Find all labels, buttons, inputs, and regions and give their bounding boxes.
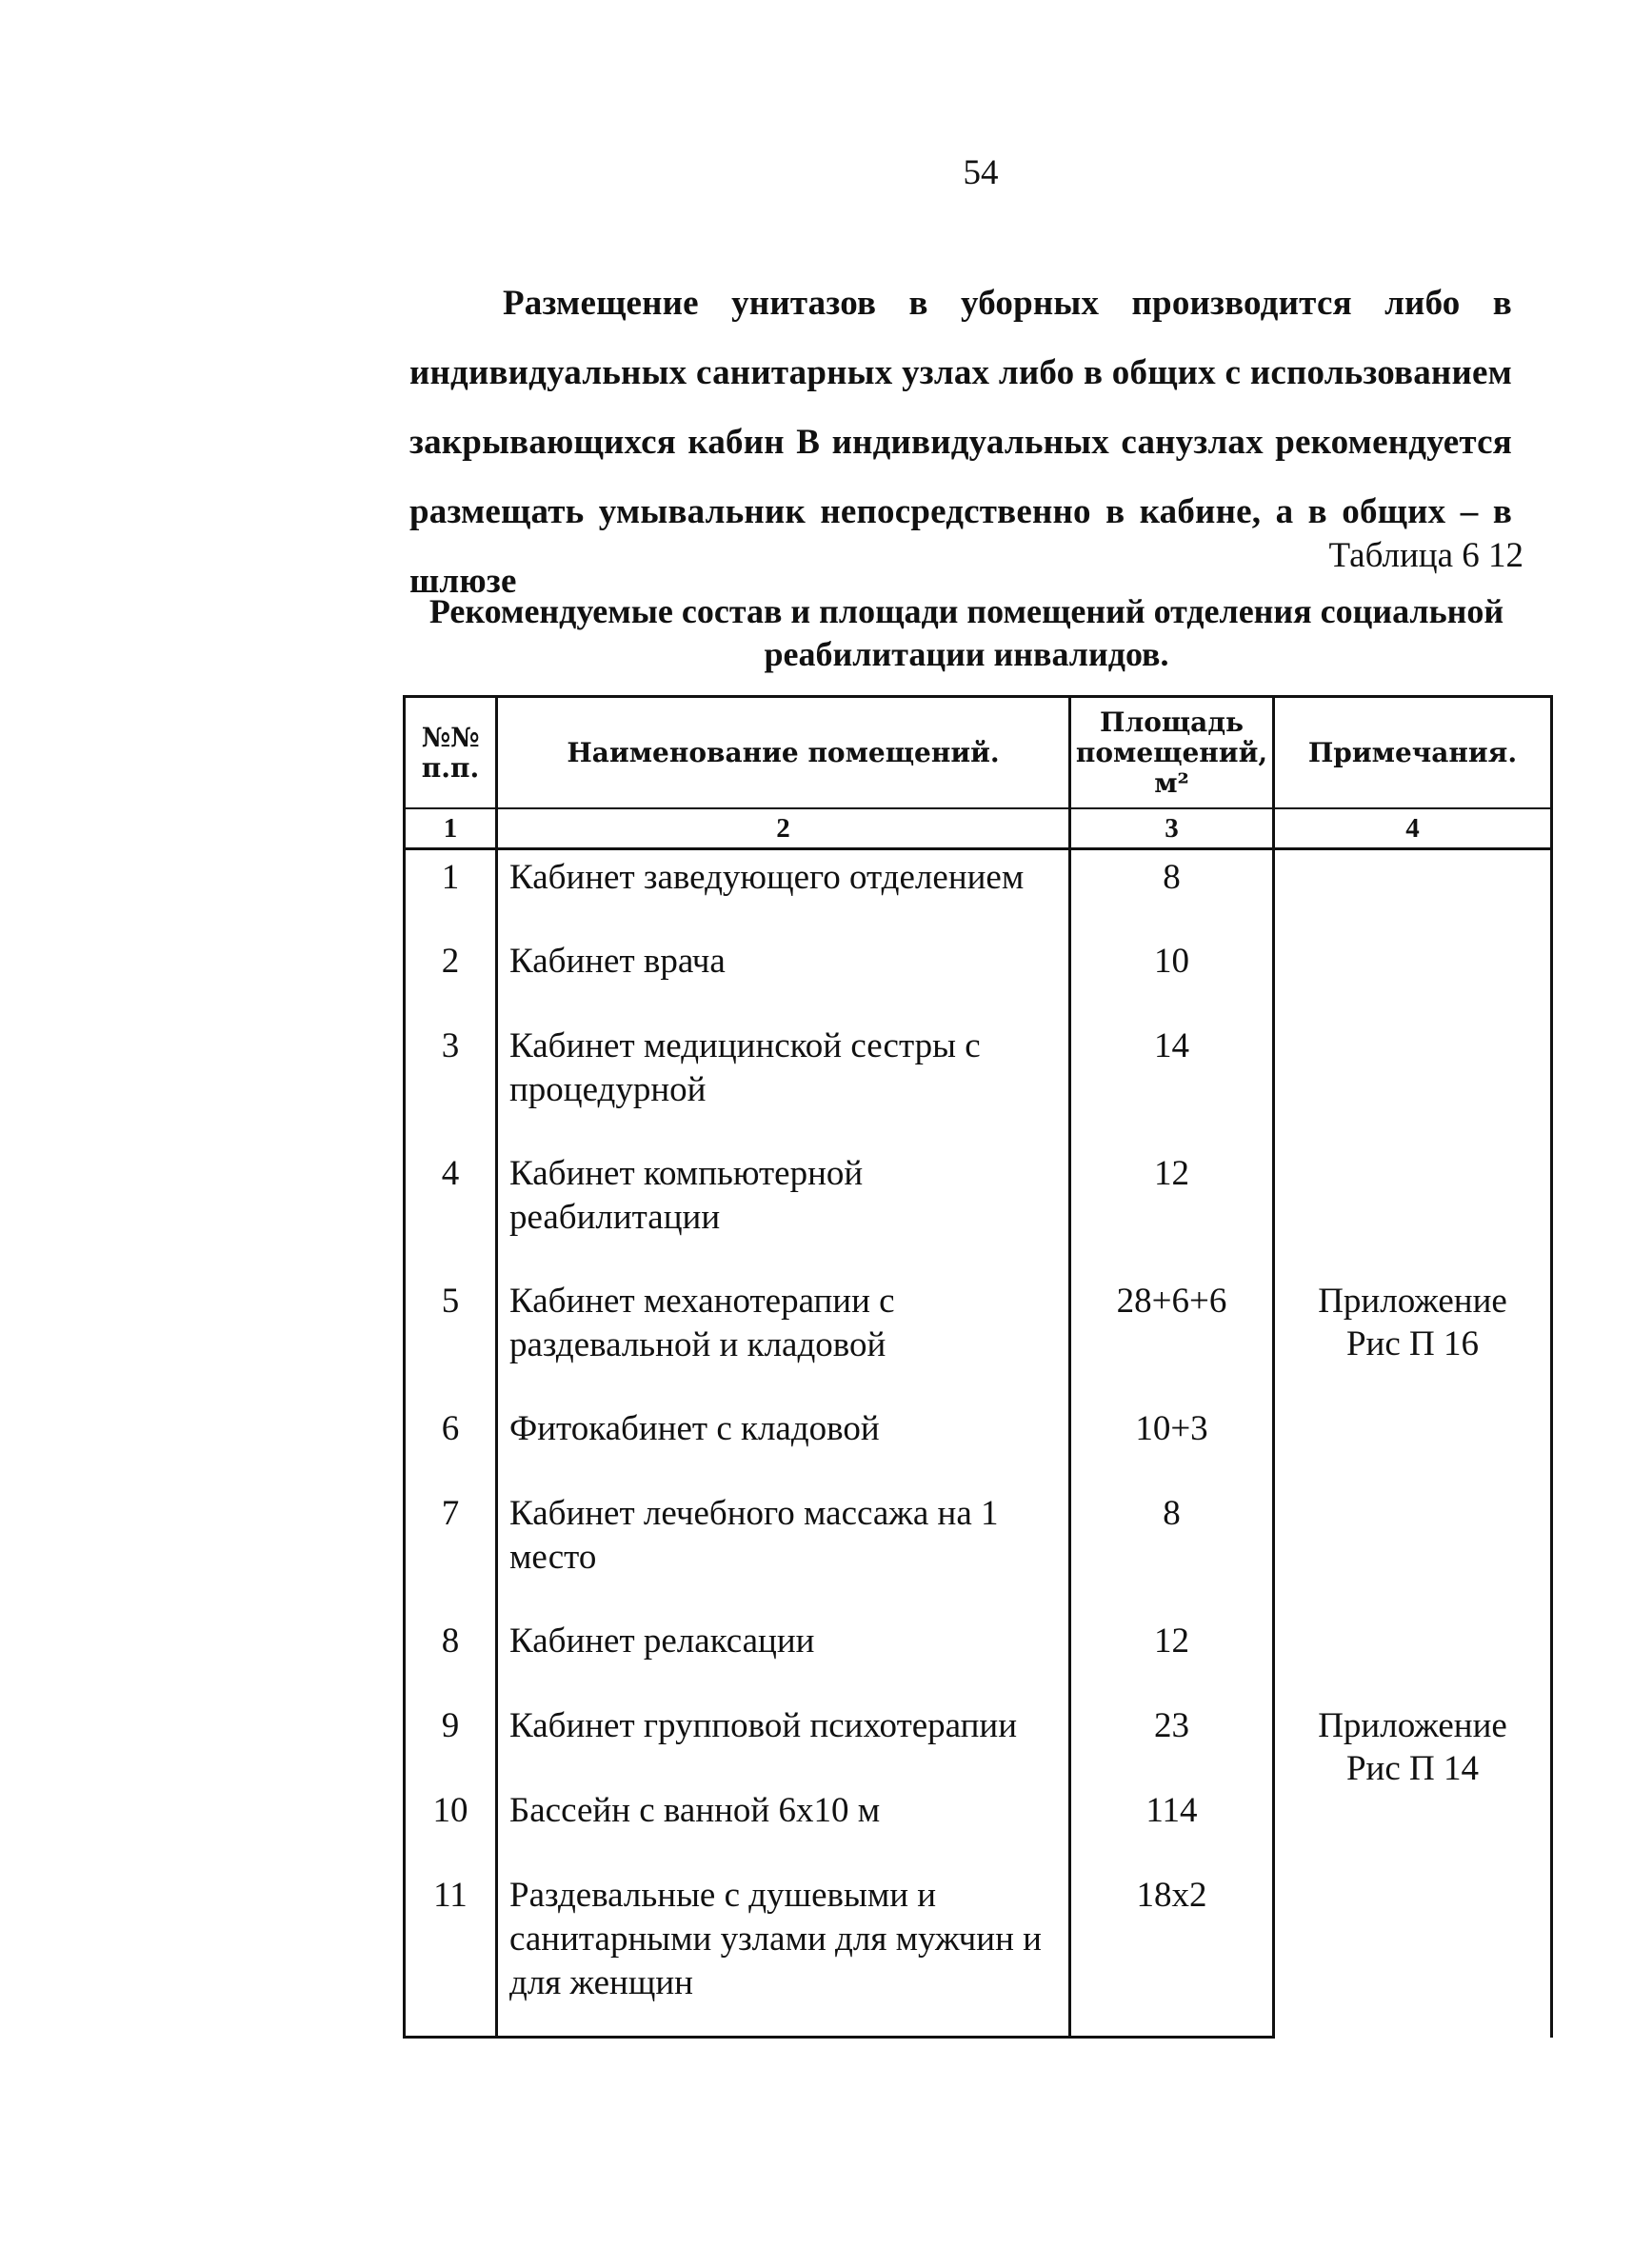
table-title: Рекомендуемые состав и площади помещений отделения социальной реабилитации инвалидов. [428, 592, 1504, 673]
column-number: 4 [1274, 808, 1552, 849]
room-name: Кабинет групповой психотерапии [497, 1699, 1070, 1783]
room-area: 8 [1070, 1486, 1274, 1614]
row-number: 11 [405, 1868, 497, 2038]
room-area: 114 [1070, 1783, 1274, 1868]
column-number: 1 [405, 808, 497, 849]
table-row [405, 1274, 1552, 1402]
rooms-table [403, 695, 1553, 2039]
row-number: 4 [405, 1146, 497, 1274]
room-area: 12 [1070, 1146, 1274, 1274]
column-number-row [405, 808, 1552, 849]
room-area: 12 [1070, 1614, 1274, 1699]
header-area-unit: м² [1154, 766, 1189, 799]
room-name: Кабинет релаксации [497, 1614, 1070, 1699]
room-area: 28+6+6 [1070, 1274, 1274, 1402]
room-name: Бассейн с ванной 6х10 м [497, 1783, 1070, 1868]
room-note [1274, 849, 1552, 1274]
room-area: 8 [1070, 849, 1274, 934]
column-number: 2 [497, 808, 1070, 849]
table-header-row [405, 697, 1552, 809]
room-name: Раздевальные с душевыми и санитарными узлами для мужчин и для женщин [497, 1868, 1070, 2038]
column-number: 3 [1070, 808, 1274, 849]
row-number: 5 [405, 1274, 497, 1402]
room-name: Фитокабинет с кладовой [497, 1402, 1070, 1486]
room-note [1274, 1402, 1552, 1699]
room-area: 10+3 [1070, 1402, 1274, 1486]
header-num-line1: №№ [421, 721, 480, 753]
table-row [405, 1402, 1552, 1486]
row-number: 8 [405, 1614, 497, 1699]
room-name: Кабинет заведующего отделением [497, 849, 1070, 934]
header-area-line1: Площадь [1100, 706, 1244, 738]
row-number: 2 [405, 934, 497, 1019]
table-row [405, 849, 1552, 934]
room-area: 23 [1070, 1699, 1274, 1783]
row-number: 10 [405, 1783, 497, 1868]
room-name: Кабинет механотерапии с раздевальной и кладовой [497, 1274, 1070, 1402]
row-number: 3 [405, 1019, 497, 1146]
table-row [405, 1699, 1552, 1783]
note-line: Рис П 16 [1345, 1323, 1480, 1363]
note-line: Рис П 14 [1345, 1748, 1480, 1788]
room-area: 18х2 [1070, 1868, 1274, 2038]
note-line: Приложение [1318, 1705, 1507, 1745]
room-note [1274, 1699, 1552, 2038]
room-name: Кабинет медицинской сестры с процедурной [497, 1019, 1070, 1146]
header-area-line2: помещений, [1075, 736, 1268, 768]
header-notes: Примечания. [1274, 697, 1552, 809]
room-name: Кабинет компьютерной реабилитации [497, 1146, 1070, 1274]
room-name: Кабинет врача [497, 934, 1070, 1019]
header-num-line2: п.п. [421, 751, 480, 784]
row-number: 7 [405, 1486, 497, 1614]
row-number: 1 [405, 849, 497, 934]
note-line: Приложение [1318, 1281, 1507, 1321]
room-area: 14 [1070, 1019, 1274, 1146]
header-num [405, 697, 497, 809]
row-number: 9 [405, 1699, 497, 1783]
row-number: 6 [405, 1402, 497, 1486]
room-area: 10 [1070, 934, 1274, 1019]
header-area [1070, 697, 1274, 809]
room-note [1274, 1274, 1552, 1402]
page-number: 54 [963, 153, 999, 192]
header-name: Наименование помещений. [497, 697, 1070, 809]
body-paragraph: Размещение унитазов в уборных производится либо в индивидуальных санитарных узлах либо в общих с использованием закрывающихся кабин В индивидуальных санузлах рекомендуется размещать умывальник непосредственно в кабине, а в общих – в шлюзе [409, 284, 1512, 601]
room-name: Кабинет лечебного массажа на 1 место [497, 1486, 1070, 1614]
table-label: Таблица 6 12 [1328, 536, 1523, 575]
